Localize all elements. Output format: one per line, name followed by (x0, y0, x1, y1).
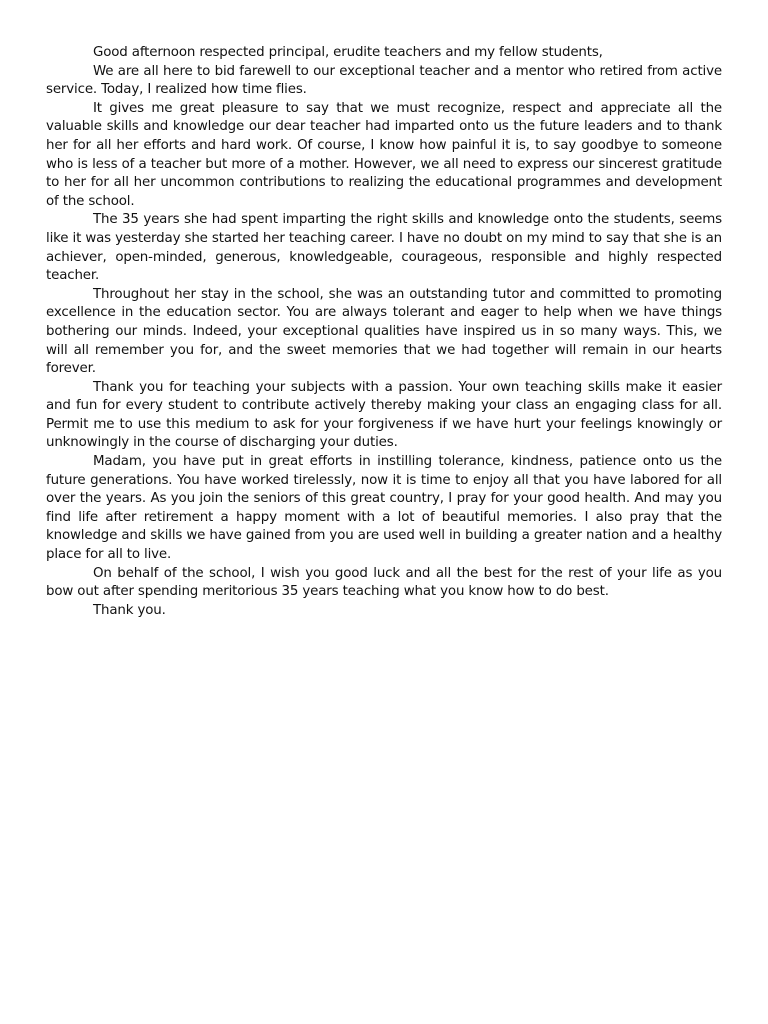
paragraph-greeting: Good afternoon respected principal, erudite teachers and my fellow students, (93, 45, 603, 60)
document-body (46, 44, 722, 620)
paragraph-excellence: Throughout her stay in the school, she was an outstanding tutor and committed to promoting excellence in the education sector. You are always tolerant and eager to help when we have things bothering our minds. Indeed, your exceptional qualities have inspired us in so many ways. This, we will all remember you for, and the sweet memories that we had together will remain in our hearts forever. (46, 286, 722, 377)
paragraph-thank-you: Thank you. (93, 602, 166, 618)
paragraph-closing: On behalf of the school, I wish you good luck and all the best for the rest of your life as you bow out after spending meritorious 35 years teaching what you know how to do best. (46, 565, 722, 600)
paragraph-farewell: We are all here to bid farewell to our exceptional teacher and a mentor who retired from active service. Today, I realized how time flies. (46, 63, 722, 98)
paragraph-gratitude: It gives me great pleasure to say that we must recognize, respect and appreciate all the valuable skills and knowledge our dear teacher had imparted onto us the future leaders and to thank her for all her efforts and hard work. Of course, I know how painful it is, to say goodbye to someone who is less of a teacher but more of a mother. However, we all need to express our sincerest gratitude to her for all her uncommon contributions to realizing the educational programmes and development of the school. (46, 100, 722, 209)
paragraph-thanks-teaching: Thank you for teaching your subjects with a passion. Your own teaching skills make it easier and fun for every student to contribute actively thereby making your class an engaging class for all. Permit me to use this medium to ask for your forgiveness if we have hurt your feelings knowingly or unknowingly in the course of discharging your duties. (46, 379, 722, 451)
paragraph-career: The 35 years she had spent imparting the right skills and knowledge onto the students, seems like it was yesterday she started her teaching career. I have no doubt on my mind to say that she is an achiever, open-minded, generous, knowledgeable, courageous, responsible and highly respected teacher. (46, 212, 722, 284)
paragraph-retirement-wishes: Madam, you have put in great efforts in instilling tolerance, kindness, patience onto us the future generations. You have worked tirelessly, now it is time to enjoy all that you have labored for all over the years. As you join the seniors of this great country, I pray for your good health. And may you find life after retirement a happy moment with a lot of beautiful memories. I also pray that the knowledge and skills we have gained from you are used well in building a greater nation and a healthy place for all to live. (46, 454, 722, 563)
